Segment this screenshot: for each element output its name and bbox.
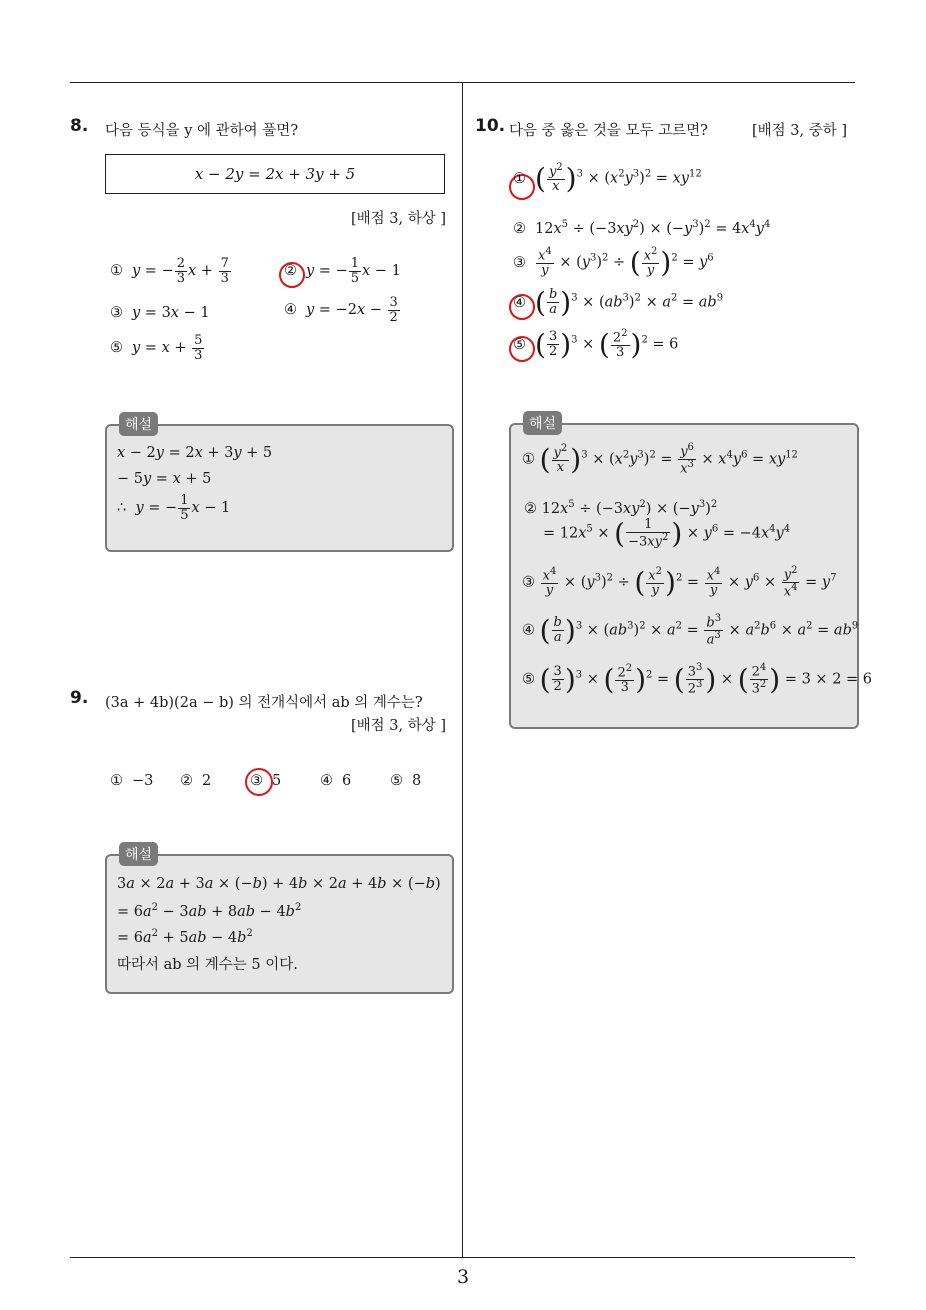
q8-solution-line-3: ∴ y = − $\frac{1}{5}$ x − 1: [117, 493, 231, 523]
q8-prompt: 다음 등식을 y 에 관하여 풀면?: [105, 123, 299, 139]
q9-option-3[interactable]: [250, 773, 281, 789]
q9-option-4[interactable]: [320, 773, 351, 789]
q10-option-4[interactable]: ④ ( $\frac{b}{a}$ )$^3 \times (ab^3)^2 \times a^2 = ab^9$: [513, 286, 724, 319]
option-mark: ③: [250, 773, 263, 789]
option-value: 6: [342, 773, 352, 789]
option-mark: ④: [284, 302, 297, 319]
q8-solution-line-2: − 5y = x + 5: [117, 471, 212, 487]
option-mark: ②: [513, 220, 526, 237]
option-value: 5: [272, 773, 282, 789]
option-mark: ④: [513, 294, 526, 311]
q9-solution-line-3: = $6a^2 + 5ab - 4b^2$: [117, 928, 253, 946]
q10-solution-line-4: ③ $\frac{x^4}{y}$ × $(y^3)^2$ ÷ ( $\frac{x^2}{y}$ )$^2$ = $\frac{x^4}{y}$ × $y^6$ × $\frac{y^2}{x^4}$ = $y^7$: [522, 565, 837, 600]
option-mark: ①: [513, 170, 526, 187]
q10-number: 10.: [475, 116, 506, 136]
option-mark: ③: [513, 254, 526, 271]
q10-solution-tag: 해설: [523, 411, 562, 435]
q8-meta: [배점 3, 하상 ]: [351, 211, 447, 227]
q9-solution-line-4: 따라서 ab 의 계수는 5 이다.: [117, 957, 298, 973]
q10-solution-line-5: ④ ( $\frac{b}{a}$ )$^3 \times (ab^3)^2 \times a^2$ = $\frac{b^3}{a^3}$ × $a^2b^6 \times a^2 = ab^9$: [522, 613, 859, 648]
q8-solution-box: [105, 424, 454, 552]
option-mark: ⑤: [390, 773, 403, 789]
q8-option-3[interactable]: ③ y = 3x − 1: [110, 305, 210, 321]
bottom-rule: [70, 1257, 855, 1258]
q8-solution-tag: 해설: [119, 412, 158, 436]
option-mark: ④: [320, 773, 333, 789]
q8-number: 8.: [70, 116, 89, 136]
q10-option-2[interactable]: ② $12x^5 \div (-3xy^2) \times (-y^3)^2 = 4x^4y^4$: [513, 219, 771, 237]
q10-prompt: 다음 중 옳은 것을 모두 고르면?: [509, 123, 708, 139]
q10-meta: [배점 3, 중하 ]: [752, 123, 848, 139]
q10-option-3[interactable]: ③ $\frac{x^4}{y}$ × $(y^3)^2$ ÷ ( $\frac{x^2}{y}$ )$^2 = y^6$: [513, 246, 714, 279]
q10-solution-line-1: ① ( $\frac{y^2}{x}$ )$^3 \times (x^2y^3)^2$ = $\frac{y^6}{x^3}$ × $x^4y^6 = xy^{12}$: [522, 442, 798, 477]
q9-solution-line-1: 3a × 2a + 3a × (−b) + 4b × 2a + 4b × (−b): [117, 876, 441, 892]
q8-option-5[interactable]: ⑤ y = x + $\frac{5}{3}$: [110, 333, 203, 363]
option-mark: ①: [110, 773, 123, 789]
q10-solution-line-6: ⑤ ( $\frac{3}{2}$ )$^3$ × ( $\frac{2^2}{3}$ )$^2$ = ( $\frac{3^3}{2^3}$ ) × ( $\frac{2^4}{3^2}$ ) = 3 × 2 = 6: [522, 662, 873, 697]
q9-option-2[interactable]: [180, 773, 211, 789]
option-mark: ②: [180, 773, 193, 789]
option-mark: ③: [110, 305, 123, 321]
column-divider: [462, 83, 463, 1258]
q9-meta: [배점 3, 하상 ]: [351, 718, 447, 734]
option-value: −3: [132, 773, 154, 789]
option-mark: ②: [284, 263, 297, 280]
page-number: 3: [456, 1266, 470, 1288]
q8-solution-line-1: x − 2y = 2x + 3y + 5: [117, 445, 273, 461]
q8-equation: x − 2y = 2x + 3y + 5: [194, 165, 356, 183]
q9-number: 9.: [70, 688, 89, 708]
q9-option-1[interactable]: [110, 773, 153, 789]
option-value: 8: [412, 773, 422, 789]
q8-equation-box: [105, 154, 445, 194]
q10-option-5[interactable]: ⑤ ( $\frac{3}{2}$ )$^3$ × ( $\frac{2^2}{3}$ )$^2$ = 6: [513, 328, 679, 361]
option-mark: ①: [110, 263, 123, 280]
q10-solution-line-3: = $12x^5$ × ( $\frac{1}{-3xy^2}$ ) × $y^6 = -4x^4y^4$: [543, 517, 791, 550]
option-mark: ⑤: [513, 336, 526, 353]
q9-solution-line-2: = $6a^2 - 3ab + 8ab - 4b^2$: [117, 902, 302, 920]
q8-option-1[interactable]: ① y = − $\frac{2}{3}$ x + $\frac{7}{3}$: [110, 256, 229, 286]
q9-solution-tag: 해설: [119, 842, 158, 866]
option-mark: ⑤: [110, 340, 123, 357]
q9-option-5[interactable]: [390, 773, 421, 789]
q8-option-2[interactable]: ② y = − $\frac{1}{5}$ x − 1: [284, 256, 401, 286]
option-value: 2: [202, 773, 212, 789]
q9-prompt: (3a + 4b)(2a − b) 의 전개식에서 ab 의 계수는?: [105, 695, 423, 711]
q10-solution-line-2: ② $12x^5 \div (-3xy^2) \times (-y^3)^2$: [524, 499, 718, 517]
q8-option-4[interactable]: ④ y = −2x − $\frac{3}{2}$: [284, 295, 398, 325]
q10-option-1[interactable]: ① ( $\frac{y^2}{x}$ )$^3 \times (x^2y^3)^2 = xy^{12}$: [513, 162, 702, 195]
